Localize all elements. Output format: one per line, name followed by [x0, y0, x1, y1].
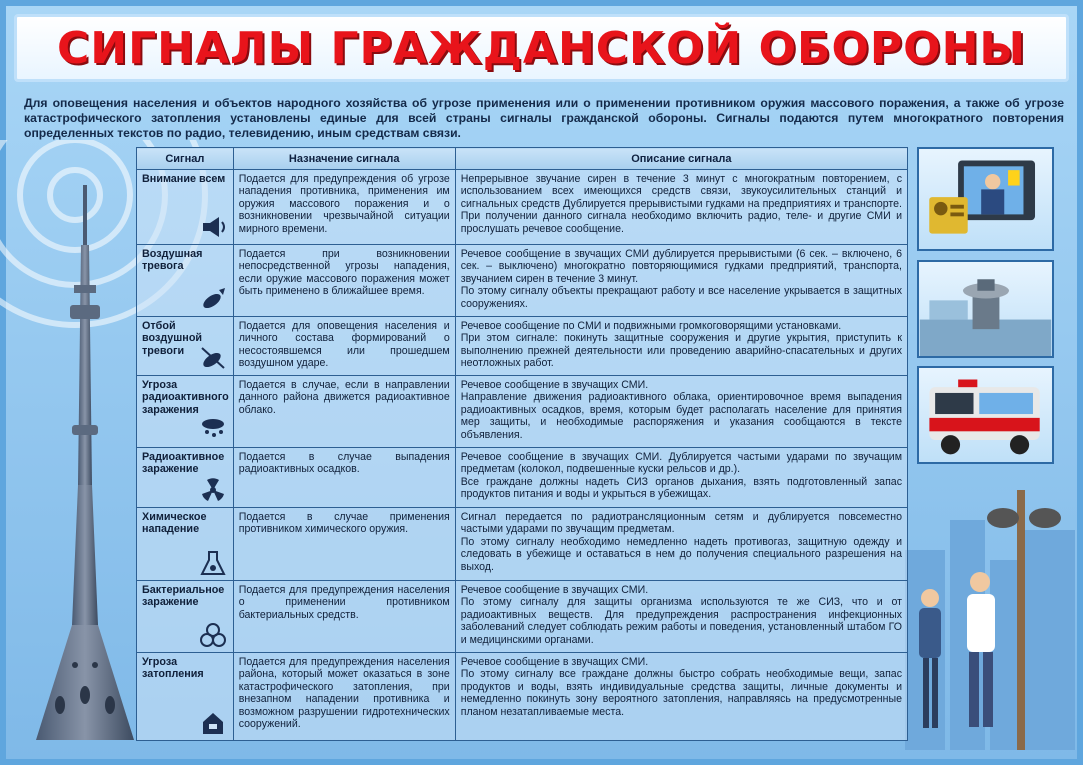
biohazard-icon	[199, 622, 227, 648]
signal-name-cell	[137, 448, 234, 508]
radiation-icon	[199, 477, 227, 503]
description-line: При этом сигнале: покинуть защитные сооружения и другие укрытия, приступить к выполнению прежней деятельности или проведению аварийно-спасательных и других неотложных работ.	[460, 332, 902, 370]
table-row	[137, 581, 908, 653]
tv-radio-panel	[917, 147, 1054, 251]
signal-name: Внимание всем	[142, 173, 226, 185]
signal-name: Радиоактивное заражение	[142, 451, 225, 476]
page-title: СИГНАЛЫ ГРАЖДАНСКОЙ ОБОРОНЫ	[57, 22, 1026, 74]
crossed-bomb-icon	[199, 345, 227, 371]
description-line: По этому сигналу объекты прекращают работу и все население укрывается в защитных сооружениях.	[460, 285, 902, 310]
header-signal: Сигнал	[137, 148, 234, 170]
table-header-row	[137, 148, 908, 170]
description-line: Речевое сообщение в звучащих СМИ дублируется прерывистыми (6 сек. – включено, 6 сек. – выключено) многократно повторяющимися гудками предприятий, транспорта, звучанием сирен в течение 3 минут.	[460, 248, 902, 285]
header-purpose: Назначение сигнала	[233, 148, 455, 170]
signal-description	[455, 376, 907, 448]
signal-name-cell	[137, 245, 234, 317]
radiation-cloud-icon	[199, 417, 227, 443]
siren-panel	[917, 260, 1054, 358]
signal-name: Угроза затопления	[142, 656, 204, 681]
description-line: Речевое сообщение в звучащих СМИ.	[460, 379, 649, 391]
description-line: Сигнал передается по радиотрансляционным сетям и дублируется повсеместно частыми ударами по звучащим предметам.	[460, 511, 902, 536]
tv-tower-illustration	[30, 185, 140, 745]
table-row	[137, 448, 908, 508]
description-line: По этому сигналу для защиты организма используются те же СИЗ, что и от радиоактивных веществ. Для предупреждения распространения инфекционных заболеваний следует соблюдать режим работы и поведения, установленный штабом ГО и медицинскими органами.	[460, 596, 902, 646]
chemical-flask-icon	[199, 550, 227, 576]
city-people-illustration	[905, 470, 1075, 750]
signal-description	[455, 317, 907, 376]
signal-name-cell	[137, 653, 234, 741]
siren-icon	[919, 262, 1052, 356]
intro-text: Для оповещения населения и объектов народного хозяйства об угрозе применения или о применении противником оружия массового поражения, а также об угрозе катастрофического затопления установлены единые для всей страны сигналы гражданской обороны. Сигналы подаются путем многократного повторения определенных текстов по радио, телевидению, иным средствам связи.	[24, 96, 1064, 140]
table-row	[137, 508, 908, 581]
signal-name-cell	[137, 170, 234, 245]
signal-description	[455, 448, 907, 508]
signal-name-cell	[137, 581, 234, 653]
flood-house-icon	[199, 710, 227, 736]
signal-name-cell	[137, 376, 234, 448]
table-row	[137, 376, 908, 448]
signal-description	[455, 581, 907, 653]
description-line: По этому сигналу необходимо немедленно надеть противогаз, защитную одежду и следовать в убежище и оставаться в нем до получения специального разрешения на выход.	[460, 535, 902, 573]
tv-icon	[919, 149, 1052, 249]
fire-truck-panel	[917, 366, 1054, 464]
signal-name: Воздушная тревога	[142, 248, 203, 273]
signal-purpose: Подается в случае выпадения радиоактивных осадков.	[233, 448, 455, 508]
signal-name-cell	[137, 317, 234, 376]
signals-table	[136, 147, 908, 741]
bomb-icon	[199, 286, 227, 312]
table-row	[137, 653, 908, 741]
signal-description	[455, 653, 907, 741]
signal-purpose: Подается для предупреждения об угрозе нападения противника, применения им оружия массового поражения и о возникновении чрезвычайной ситуации мирного времени.	[233, 170, 455, 245]
signal-description	[455, 508, 907, 581]
signal-name: Угроза радиоактивного заражения	[142, 379, 229, 416]
signal-name-cell	[137, 508, 234, 581]
table-row	[137, 317, 908, 376]
signal-purpose: Подается для оповещения населения и личного состава формирований о несостоявшемся или прошедшем воздушном ударе.	[233, 317, 455, 376]
description-line: Речевое сообщение в звучащих СМИ. Дублируется частыми ударами по звучащим предметам (колокол, подвешенные куски рельсов и др.).	[460, 451, 902, 476]
table-row	[137, 170, 908, 245]
signal-description	[455, 245, 907, 317]
description-line: По этому сигналу все граждане должны быстро собрать необходимые вещи, запас продуктов и воды, взять индивидуальные средства защиты, личные документы и немедленно покинуть зону вероятного затопления, направляясь на предусмотренные планом незатапливаемые места.	[460, 668, 902, 718]
header-description: Описание сигнала	[455, 148, 907, 170]
signal-purpose: Подается для предупреждения населения района, который может оказаться в зоне катастрофического затопления, при внезапном нападении противника и возможном разрушении гидротехнических сооружений.	[233, 653, 455, 741]
title-banner	[14, 14, 1069, 82]
description-line: Речевое сообщение в звучащих СМИ.	[460, 656, 649, 668]
description-line: Речевое сообщение по СМИ и подвижными громкоговорящими установками.	[460, 320, 842, 332]
description-line: Речевое сообщение в звучащих СМИ.	[460, 584, 649, 596]
signal-name: Отбой воздушной тревоги	[142, 320, 203, 357]
signal-purpose: Подается в случае, если в направлении данного района движется радиоактивное облако.	[233, 376, 455, 448]
signal-purpose: Подается при возникновении непосредственной угрозы нападения, если оружие массового поражения может быть применено в ближайшее время.	[233, 245, 455, 317]
loudspeaker-icon	[199, 214, 227, 240]
signal-name: Бактериальное заражение	[142, 584, 225, 609]
signal-description	[455, 170, 907, 245]
description-line: Направление движения радиоактивного облака, ориентировочное время выпадения радиоактивных осадков, время, которым будет располагать население для принятия мер защиты, и необходимые распоряжения и указания сообщаются в тексте объявления.	[460, 391, 902, 441]
description-line: Непрерывное звучание сирен в течение 3 минут с многократным повторением, с использованием всех имеющихся средств связи, звукоусилительных станций и сигнальных средств Дублируется прерывистыми гудками на предприятиях и транспорте. При получении данного сигнала необходимо включить радио, теле- и другие СМИ и прослушать речевое сообщение.	[460, 173, 902, 235]
signal-purpose: Подается для предупреждения населения о применении противником бактериальных средств.	[233, 581, 455, 653]
description-line: Все граждане должны надеть СИЗ органов дыхания, взять подготовленный запас продуктов питания и воды и укрыться в убежищах.	[460, 475, 902, 501]
signal-purpose: Подается в случае применения противником химического оружия.	[233, 508, 455, 581]
fire-truck-icon	[919, 368, 1052, 462]
table-row	[137, 245, 908, 317]
signal-name: Химическое нападение	[142, 511, 207, 536]
